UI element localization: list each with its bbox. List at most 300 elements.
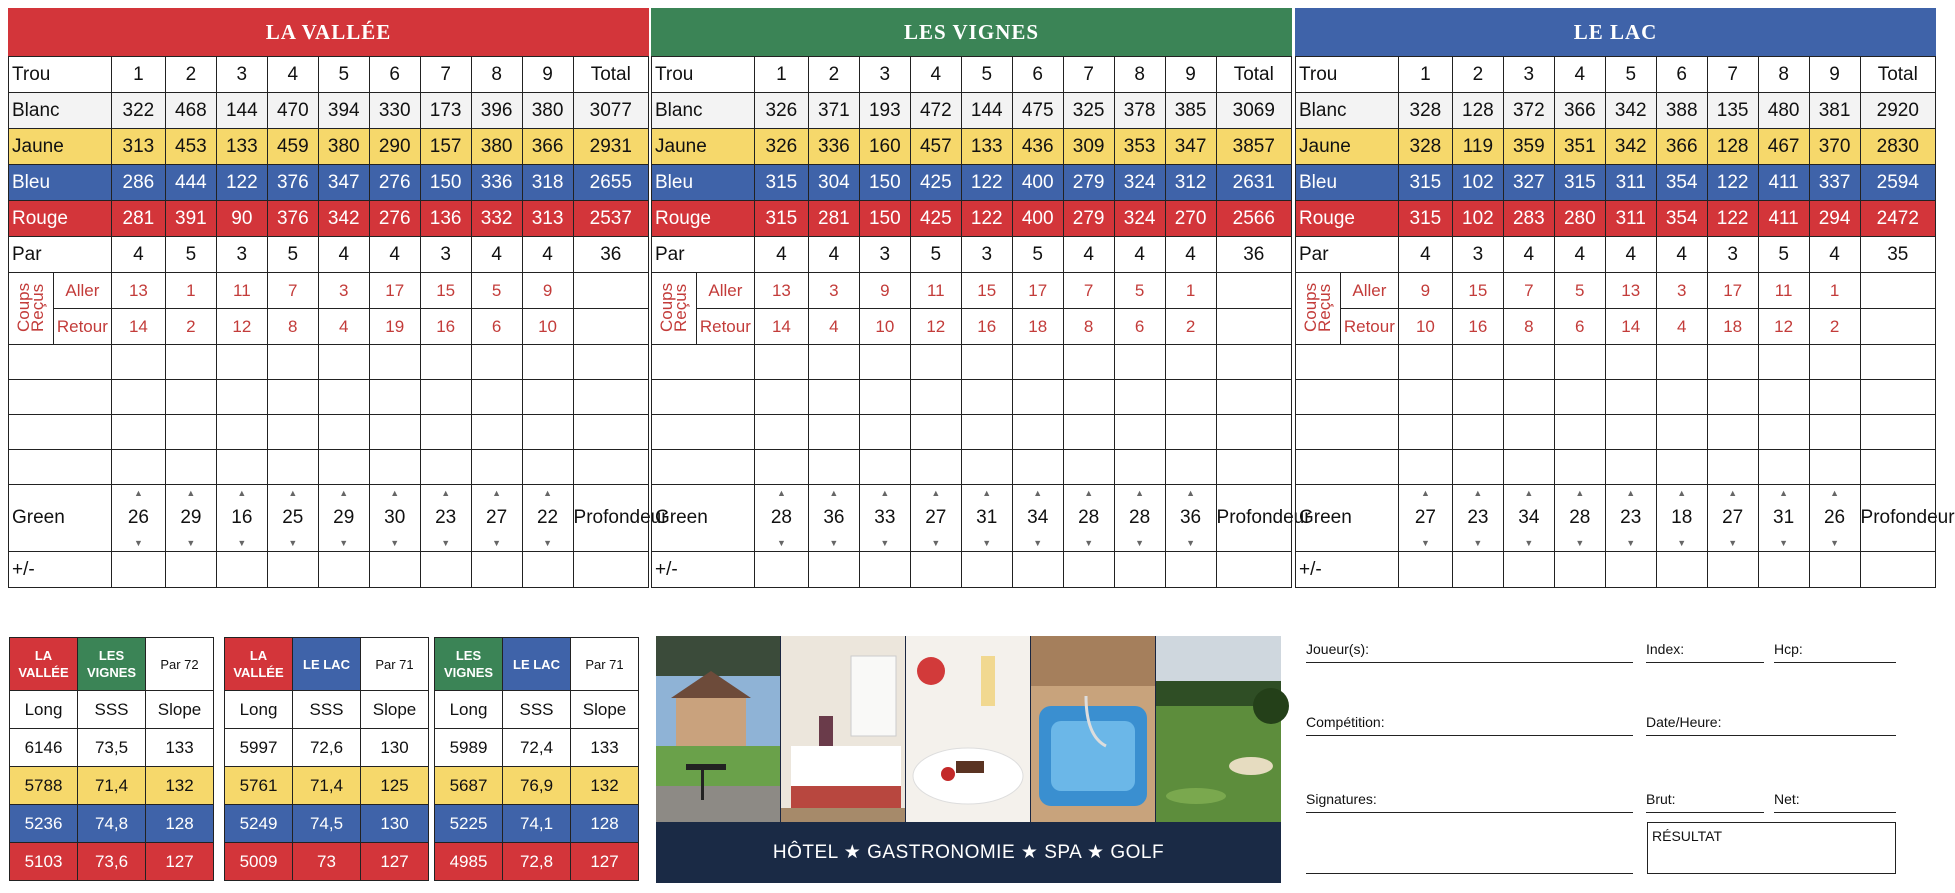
row-label: Par [652, 237, 755, 273]
tee-row-blanc [9, 93, 649, 129]
stroke-index-cell: 3 [1656, 273, 1707, 309]
arrow-down-icon: ▼ [1114, 535, 1165, 552]
slope-value: 132 [146, 767, 214, 805]
distance-cell: 313 [111, 129, 165, 165]
score-entry-cell[interactable] [420, 415, 471, 450]
score-entry-cell[interactable] [961, 380, 1012, 415]
score-entry-cell[interactable] [1114, 552, 1165, 588]
score-entry-cell[interactable] [318, 552, 369, 588]
score-entry-cell[interactable] [9, 345, 112, 380]
score-entry-cell[interactable] [318, 380, 369, 415]
distance-cell: 122 [216, 165, 267, 201]
distance-cell: 276 [369, 201, 420, 237]
score-entry-cell[interactable] [1503, 450, 1554, 485]
distance-cell: 336 [471, 165, 522, 201]
score-entry-cell[interactable] [1554, 380, 1605, 415]
score-entry-cell[interactable] [1860, 380, 1935, 415]
par-row [9, 237, 649, 273]
stroke-index-cell: 5 [471, 273, 522, 309]
hole-number: 8 [1114, 57, 1165, 93]
par-label: Par 71 [361, 638, 429, 691]
score-entry-cell[interactable] [216, 345, 267, 380]
score-entry-cell[interactable] [1296, 345, 1399, 380]
arrow-up-icon: ▲ [1114, 485, 1165, 502]
total-cell: 3069 [1216, 93, 1291, 129]
distance-cell: 354 [1656, 201, 1707, 237]
score-entry-cell[interactable] [652, 415, 755, 450]
distance-cell: 324 [1114, 165, 1165, 201]
score-entry-cell[interactable] [1012, 552, 1063, 588]
score-entry-cell[interactable] [1165, 345, 1216, 380]
score-entry-cell[interactable] [1809, 380, 1860, 415]
retour-row [1296, 309, 1936, 345]
stroke-index-cell: 8 [267, 309, 318, 345]
score-entry-cell[interactable] [111, 345, 165, 380]
score-entry-cell[interactable] [1554, 450, 1605, 485]
score-entry-cell[interactable] [267, 380, 318, 415]
score-entry-cell[interactable] [1114, 450, 1165, 485]
score-entry-cell[interactable] [522, 552, 573, 588]
score-entry-cell[interactable] [318, 450, 369, 485]
score-entry-cell[interactable] [267, 345, 318, 380]
profondeur-label: Profondeur [1860, 501, 1935, 535]
total-cell: 2594 [1860, 165, 1935, 201]
score-entry-cell[interactable] [522, 450, 573, 485]
score-entry-cell[interactable] [420, 450, 471, 485]
score-entry-cell[interactable] [910, 380, 961, 415]
score-entry-cell[interactable] [1012, 380, 1063, 415]
player-form [1302, 640, 1892, 880]
score-entry-cell[interactable] [910, 552, 961, 588]
score-entry-cell[interactable] [961, 415, 1012, 450]
stroke-index-cell: 3 [808, 273, 859, 309]
score-entry-cell[interactable] [1809, 450, 1860, 485]
slope-value: 74,8 [78, 805, 146, 843]
score-entry-cell[interactable] [1296, 380, 1399, 415]
slope-value: 5761 [225, 767, 293, 805]
score-entry-cell[interactable] [369, 380, 420, 415]
result-box[interactable]: RÉSULTAT [1647, 822, 1896, 874]
distance-cell: 468 [165, 93, 216, 129]
distance-cell: 122 [1707, 201, 1758, 237]
net-field[interactable]: Net: [1774, 791, 1896, 813]
distance-cell: 280 [1554, 201, 1605, 237]
distance-cell: 281 [808, 201, 859, 237]
score-entry-row [652, 345, 1292, 380]
score-entry-row [1296, 415, 1936, 450]
score-entry-cell[interactable] [1707, 450, 1758, 485]
score-entry-cell[interactable] [1452, 552, 1503, 588]
score-entry-cell[interactable] [961, 552, 1012, 588]
signatures-field[interactable]: Signatures: [1306, 791, 1633, 813]
index-field[interactable]: Index: [1646, 641, 1764, 663]
row-label: Bleu [1296, 165, 1399, 201]
score-entry-cell[interactable] [1554, 345, 1605, 380]
score-entry-cell[interactable] [1860, 552, 1935, 588]
score-entry-cell[interactable] [1758, 380, 1809, 415]
score-entry-cell[interactable] [1216, 380, 1291, 415]
par-row [652, 237, 1292, 273]
score-entry-cell[interactable] [471, 450, 522, 485]
score-entry-cell[interactable] [216, 380, 267, 415]
score-entry-cell[interactable] [1063, 552, 1114, 588]
score-entry-cell[interactable] [1063, 380, 1114, 415]
score-entry-cell[interactable] [318, 345, 369, 380]
score-entry-cell[interactable] [1758, 552, 1809, 588]
score-entry-row [652, 380, 1292, 415]
stroke-index-cell: 18 [1707, 309, 1758, 345]
score-entry-cell[interactable] [808, 552, 859, 588]
score-entry-cell[interactable] [369, 345, 420, 380]
score-entry-cell[interactable] [573, 450, 648, 485]
distance-cell: 318 [522, 165, 573, 201]
row-label: Trou [652, 57, 755, 93]
score-entry-cell[interactable] [111, 415, 165, 450]
score-entry-cell[interactable] [420, 552, 471, 588]
score-entry-cell[interactable] [216, 415, 267, 450]
column-header: SSS [78, 691, 146, 729]
score-entry-cell[interactable] [471, 415, 522, 450]
stroke-index-cell: 14 [754, 309, 808, 345]
stroke-index-cell: 13 [754, 273, 808, 309]
arrow-down-icon: ▼ [910, 535, 961, 552]
hole-number: 2 [165, 57, 216, 93]
arrow-down-icon: ▼ [522, 535, 573, 552]
score-entry-cell[interactable] [1296, 450, 1399, 485]
retour-row [652, 309, 1292, 345]
score-entry-cell[interactable] [808, 450, 859, 485]
score-entry-cell[interactable] [1114, 380, 1165, 415]
score-entry-cell[interactable] [1114, 345, 1165, 380]
score-entry-cell[interactable] [1707, 380, 1758, 415]
distance-cell: 354 [1656, 165, 1707, 201]
green-depth-cell: 28 [1114, 501, 1165, 535]
retour-label: Retour [696, 309, 754, 345]
score-entry-cell[interactable] [1012, 450, 1063, 485]
score-entry-cell[interactable] [1296, 415, 1399, 450]
stroke-index-cell: 4 [808, 309, 859, 345]
slope-table-vallee-lac [224, 637, 429, 881]
distance-cell: 411 [1758, 201, 1809, 237]
score-entry-cell[interactable] [1707, 345, 1758, 380]
par-cell: 3 [1707, 237, 1758, 273]
score-entry-cell[interactable] [522, 345, 573, 380]
score-entry-cell[interactable] [1758, 450, 1809, 485]
brut-field[interactable]: Brut: [1646, 791, 1764, 813]
header-row [1296, 57, 1936, 93]
score-entry-cell[interactable] [9, 380, 112, 415]
distance-cell: 425 [910, 201, 961, 237]
distance-cell: 371 [808, 93, 859, 129]
column-header: Slope [361, 691, 429, 729]
stroke-index-cell: 7 [1063, 273, 1114, 309]
score-entry-cell[interactable] [754, 415, 808, 450]
signature-line[interactable] [1306, 852, 1633, 874]
green-depth-cell: 23 [420, 501, 471, 535]
score-entry-cell[interactable] [808, 345, 859, 380]
arrow-up-icon: ▲ [1165, 485, 1216, 502]
score-entry-cell[interactable] [808, 380, 859, 415]
score-entry-cell[interactable] [1398, 380, 1452, 415]
score-entry-cell[interactable] [1809, 552, 1860, 588]
score-entry-cell[interactable] [1398, 415, 1452, 450]
competition-field[interactable]: Compétition: [1306, 714, 1633, 736]
score-entry-cell[interactable] [1452, 415, 1503, 450]
score-entry-cell[interactable] [652, 450, 755, 485]
empty-cell [1860, 309, 1935, 345]
par-row [1296, 237, 1936, 273]
profondeur-label: Profondeur [573, 501, 648, 535]
score-entry-cell[interactable] [1063, 345, 1114, 380]
score-table [1295, 56, 1955, 588]
row-label: Blanc [1296, 93, 1399, 129]
score-entry-cell[interactable] [1860, 415, 1935, 450]
score-entry-cell[interactable] [9, 450, 112, 485]
score-entry-cell[interactable] [859, 415, 910, 450]
slope-row [10, 805, 214, 843]
slope-row [225, 767, 429, 805]
score-entry-cell[interactable] [1656, 552, 1707, 588]
score-entry-cell[interactable] [1656, 450, 1707, 485]
arrow-down-row [1296, 535, 1936, 552]
score-entry-cell[interactable] [1809, 345, 1860, 380]
green-depth-cell: 33 [859, 501, 910, 535]
score-entry-cell[interactable] [165, 380, 216, 415]
score-entry-cell[interactable] [471, 345, 522, 380]
green-row [1296, 501, 1936, 535]
score-entry-cell[interactable] [1452, 345, 1503, 380]
score-entry-cell[interactable] [267, 415, 318, 450]
score-entry-cell[interactable] [1398, 450, 1452, 485]
arrow-down-icon: ▼ [216, 535, 267, 552]
arrow-down-icon: ▼ [1605, 535, 1656, 552]
score-entry-cell[interactable] [267, 450, 318, 485]
aller-label: Aller [53, 273, 111, 309]
score-entry-row [1296, 450, 1936, 485]
score-entry-cell[interactable] [1216, 450, 1291, 485]
score-entry-cell[interactable] [754, 345, 808, 380]
score-entry-cell[interactable] [1503, 380, 1554, 415]
score-entry-cell[interactable] [1605, 450, 1656, 485]
score-entry-cell[interactable] [471, 380, 522, 415]
score-entry-cell[interactable] [573, 415, 648, 450]
arrow-up-icon: ▲ [1063, 485, 1114, 502]
score-entry-cell[interactable] [1809, 415, 1860, 450]
stroke-index-cell: 6 [471, 309, 522, 345]
distance-cell: 381 [1809, 93, 1860, 129]
score-entry-cell[interactable] [522, 415, 573, 450]
score-entry-cell[interactable] [1656, 380, 1707, 415]
hotel-photo-banner [656, 636, 1281, 883]
slope-table [224, 637, 429, 881]
score-entry-cell[interactable] [369, 450, 420, 485]
slope-header-row [225, 638, 429, 691]
score-entry-cell[interactable] [1398, 552, 1452, 588]
column-header: Long [225, 691, 293, 729]
distance-cell: 135 [1707, 93, 1758, 129]
slope-row [10, 767, 214, 805]
score-entry-cell[interactable] [9, 415, 112, 450]
score-entry-cell[interactable] [1503, 345, 1554, 380]
score-entry-cell[interactable] [1758, 345, 1809, 380]
score-entry-cell[interactable] [420, 345, 471, 380]
par-cell: 5 [910, 237, 961, 273]
score-entry-cell[interactable] [1398, 345, 1452, 380]
arrow-down-icon: ▼ [1452, 535, 1503, 552]
score-entry-cell[interactable] [859, 345, 910, 380]
total-cell: 2931 [573, 129, 648, 165]
score-entry-cell[interactable] [754, 552, 808, 588]
par-cell: 4 [1398, 237, 1452, 273]
score-entry-cell[interactable] [1758, 415, 1809, 450]
score-entry-cell[interactable] [267, 552, 318, 588]
row-label: Blanc [9, 93, 112, 129]
distance-cell: 193 [859, 93, 910, 129]
score-entry-cell[interactable] [961, 345, 1012, 380]
score-entry-cell[interactable] [1605, 380, 1656, 415]
slope-label-row [225, 691, 429, 729]
score-entry-cell[interactable] [859, 380, 910, 415]
par-cell: 4 [1165, 237, 1216, 273]
score-entry-cell[interactable] [111, 380, 165, 415]
course-name-cell: LE LAC [293, 638, 361, 691]
hole-number: 7 [1063, 57, 1114, 93]
stroke-index-cell: 18 [1012, 309, 1063, 345]
distance-cell: 425 [910, 165, 961, 201]
score-entry-cell[interactable] [420, 380, 471, 415]
score-entry-cell[interactable] [1165, 380, 1216, 415]
score-entry-cell[interactable] [1165, 552, 1216, 588]
total-cell: 2655 [573, 165, 648, 201]
score-entry-cell[interactable] [961, 450, 1012, 485]
score-entry-cell[interactable] [111, 450, 165, 485]
stroke-index-cell: 15 [420, 273, 471, 309]
empty-cell [652, 485, 755, 502]
score-entry-cell[interactable] [1605, 345, 1656, 380]
arrow-down-row [652, 535, 1292, 552]
score-entry-cell[interactable] [471, 552, 522, 588]
arrow-up-icon: ▲ [754, 485, 808, 502]
score-entry-cell[interactable] [369, 415, 420, 450]
score-entry-cell[interactable] [1554, 415, 1605, 450]
slope-value: 130 [361, 729, 429, 767]
arrow-down-icon: ▼ [318, 535, 369, 552]
retour-label: Retour [1340, 309, 1398, 345]
par-cell: 4 [1656, 237, 1707, 273]
green-depth-cell: 34 [1503, 501, 1554, 535]
score-entry-cell[interactable] [910, 345, 961, 380]
score-entry-cell[interactable] [1063, 415, 1114, 450]
score-entry-cell[interactable] [369, 552, 420, 588]
score-entry-cell[interactable] [910, 450, 961, 485]
score-entry-cell[interactable] [111, 552, 165, 588]
score-entry-cell[interactable] [165, 345, 216, 380]
score-entry-cell[interactable] [216, 450, 267, 485]
score-entry-cell[interactable] [1503, 552, 1554, 588]
score-entry-cell[interactable] [1503, 415, 1554, 450]
score-entry-cell[interactable] [1860, 345, 1935, 380]
arrow-up-icon: ▲ [1012, 485, 1063, 502]
slope-value: 127 [146, 843, 214, 881]
distance-cell: 133 [216, 129, 267, 165]
distance-cell: 394 [318, 93, 369, 129]
score-entry-cell[interactable] [1063, 450, 1114, 485]
score-entry-cell[interactable] [1216, 552, 1291, 588]
score-entry-cell[interactable] [1656, 415, 1707, 450]
score-entry-cell[interactable] [1605, 552, 1656, 588]
slope-value: 125 [361, 767, 429, 805]
score-entry-cell[interactable] [165, 415, 216, 450]
arrow-down-icon: ▼ [961, 535, 1012, 552]
empty-cell [573, 535, 648, 552]
score-entry-cell[interactable] [754, 380, 808, 415]
score-entry-cell[interactable] [1114, 415, 1165, 450]
score-entry-cell[interactable] [1554, 552, 1605, 588]
score-entry-cell[interactable] [522, 380, 573, 415]
hole-number: 6 [1656, 57, 1707, 93]
score-entry-cell[interactable] [1452, 450, 1503, 485]
distance-cell: 328 [1398, 93, 1452, 129]
tee-row-blanc [652, 93, 1292, 129]
score-entry-cell[interactable] [808, 415, 859, 450]
score-entry-cell[interactable] [318, 415, 369, 450]
score-entry-cell[interactable] [573, 552, 648, 588]
score-entry-cell[interactable] [1216, 415, 1291, 450]
distance-cell: 279 [1063, 165, 1114, 201]
score-entry-cell[interactable] [1860, 450, 1935, 485]
score-entry-cell[interactable] [859, 552, 910, 588]
score-entry-cell[interactable] [1605, 415, 1656, 450]
score-entry-cell[interactable] [1707, 552, 1758, 588]
score-entry-cell[interactable] [1165, 415, 1216, 450]
score-entry-cell[interactable] [652, 380, 755, 415]
hole-number: 5 [961, 57, 1012, 93]
distance-cell: 380 [522, 93, 573, 129]
distance-cell: 160 [859, 129, 910, 165]
date-field[interactable]: Date/Heure: [1646, 714, 1896, 736]
distance-cell: 366 [522, 129, 573, 165]
score-entry-cell[interactable] [1216, 345, 1291, 380]
score-entry-cell[interactable] [1012, 345, 1063, 380]
score-entry-cell[interactable] [165, 552, 216, 588]
score-entry-cell[interactable] [573, 380, 648, 415]
score-entry-cell[interactable] [754, 450, 808, 485]
tee-row-bleu [652, 165, 1292, 201]
row-label: Trou [1296, 57, 1399, 93]
score-entry-cell[interactable] [573, 345, 648, 380]
row-label: +/- [652, 552, 755, 588]
score-entry-cell[interactable] [1012, 415, 1063, 450]
hcp-field[interactable]: Hcp: [1774, 641, 1896, 663]
row-label: +/- [9, 552, 112, 588]
gastronomy-photo [906, 636, 1030, 822]
score-entry-cell[interactable] [910, 415, 961, 450]
players-field[interactable]: Joueur(s): [1306, 641, 1633, 663]
score-entry-cell[interactable] [1452, 380, 1503, 415]
slope-row [10, 729, 214, 767]
slope-value: 74,1 [503, 805, 571, 843]
par-cell: 3 [216, 237, 267, 273]
slope-value: 73 [293, 843, 361, 881]
score-entry-cell[interactable] [216, 552, 267, 588]
score-entry-cell[interactable] [1165, 450, 1216, 485]
score-entry-cell[interactable] [1656, 345, 1707, 380]
score-entry-cell[interactable] [1707, 415, 1758, 450]
score-entry-cell[interactable] [165, 450, 216, 485]
green-depth-cell: 36 [1165, 501, 1216, 535]
score-entry-cell[interactable] [652, 345, 755, 380]
score-entry-cell[interactable] [859, 450, 910, 485]
